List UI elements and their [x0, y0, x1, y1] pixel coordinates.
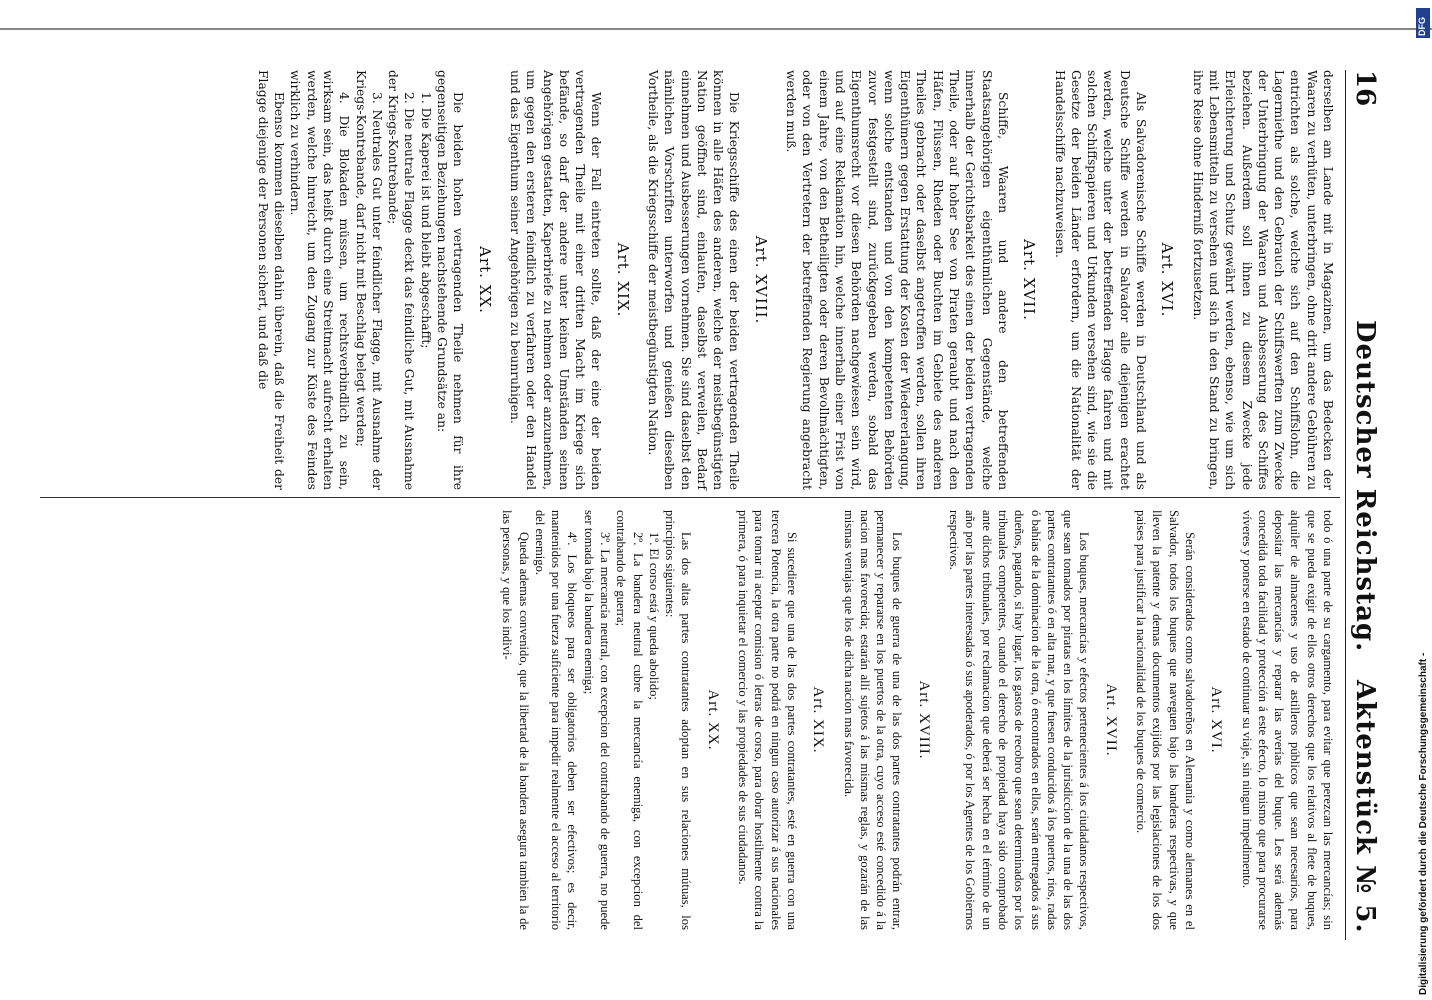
- spanish-art19-heading: Art. XIX.: [810, 686, 827, 754]
- dfg-logo: [1416, 8, 1430, 38]
- german-art19-heading: Art. XIX.: [613, 242, 632, 318]
- german-art20-end: Ebenso kommen dieselben dahin überein, daß die Freiheit der Flagge diejenige der Personen sichert, und daß die: [255, 70, 287, 490]
- spanish-art16-heading: Art. XVI.: [1208, 686, 1225, 754]
- spanish-art20-item: 1º. El corso está y queda abolido;: [646, 532, 661, 700]
- spanish-art20-item: 2º. La bandera neutral cubre la mercancía enemiga, con excepcion del contrabando de guerra;: [614, 510, 645, 930]
- spanish-art20-intro: Las dos altas partes contratantes adoptan en sus relaciones mútuas, los principios siguientes:: [663, 510, 694, 930]
- page-number: 16: [1350, 70, 1380, 107]
- column-divider: [40, 497, 1340, 498]
- spanish-art20-item: 3º. La mercancía neutral, con excepcion del contrabando de guerra, no puede ser tomada bajo la bandera enemiga;: [581, 510, 613, 930]
- german-art20-item: 3. Neutrales Gut unter feindlicher Flagge, mit Ausnahme der Kriegs-Kontrebande, darf nicht mit Beschlag belegt werden;: [353, 70, 384, 490]
- german-art20-heading: Art. XX.: [475, 246, 494, 314]
- page-header: [1345, 70, 1386, 940]
- spanish-art20-end: Queda ademas convenido, que la libertad de la bandera asegura tambien la de las personas, y que los indivi-: [500, 510, 531, 930]
- spanish-art17-text: Los buques, mercancías y efectos pertenecientes á los ciudadanos respectivos, que sean tomados por piratas en los límites de la jurisdiccion de la una de las dos partes contratantes ó en alta mar, y que fuesen conducidos á los puertos, rios, radas ó bahías de la dominacion de la otra, ó encontrados en ellos, serán entregados á sus dueños, pagando, si hay lugar, los gastos de recobro que sean determinados por los tribunales competentes, cuando el derecho de propiedad haya sido comprobado ante dichos tribunales, por reclamacion que deberá ser hecha en el término de un año por las partes interesadas ó sus apoderados, ó por los Agentes de los Gobiernos respectivos.: [947, 510, 1092, 930]
- spanish-art16-text: Serán considerados como salvadoreños en Alemania y como alemanes en el Salvador, todos los buques que naveguen bajo las banderas respectivas, y que lleven la patente y demas documentos exijidos por las legislaciones de los dos paises para justificar la nacionalidad de los buques de comercio.: [1134, 510, 1197, 930]
- german-column: [254, 70, 1336, 490]
- spanish-art20-heading: Art. XX.: [704, 689, 721, 751]
- german-art17-text: Schiffe, Waaren und andere den betreffenden Staatsangehörigen eigenthümlichen Gegenstände, welche innerhalb der Gerichtsbarkeit des einen der beiden vertragenden Theile, oder auf hoher See von Piraten geraubt und nach den Häfen, Flüssen, Rheden oder Buchten im Gebiete des anderen Theiles gebracht oder daselbst angetroffen werden, sollen ihren Eigenthümern gegen Erstattung der Kosten der Wiedererlangung, wenn solche entstanden und von den kompetenten Behörden zuvor festgestellt sind, zurückgegeben werden, sobald das Eigenthumsrecht vor diesen Behörden nachgewiesen sein wird, und auf eine Reklamation hin, welche innerhalb einer Frist von einem Jahre, von den Betheiligten oder deren Bevollmächtigten, oder von den Vertretern der betreffenden Regierung angebracht werden muß.: [784, 70, 1010, 490]
- german-art16-heading: Art. XVI.: [1158, 242, 1177, 318]
- german-art20-item: 2. Die neutrale Flagge deckt das feindliche Gut, mit Ausnahme der Kriegs-Kontrebande;: [386, 70, 417, 490]
- spanish-column: [499, 510, 1336, 930]
- spanish-art17-heading: Art. XVII.: [1102, 683, 1119, 757]
- dfg-logo-text: DFG: [1417, 17, 1427, 36]
- scan-edge: [0, 28, 1432, 30]
- page-title: Deutscher Reichstag.: [1350, 320, 1380, 653]
- german-art18-text: Die Kriegsschiffe des einen der beiden vertragenden Theile können in alle Häfen des anderen, welche der meistbegünstigten Nation geöffnet sind, einlaufen, daselbst verweilen, Bedarf einnehmen und Ausbesserungen vornehmen. Sie sind daselbst den nämlichen Vorschriften unterworfen und genießen dieselben Vortheile, als die Kriegsschiffe der meistbegünstigten Nation.: [646, 70, 742, 490]
- spanish-intro: todo ó una parte de su cargamento, para evitar que perezcan las mercancías; sin que se pueda exigir de ellos otros derechos que los relativos al flete de buques, alquiler de almacenes y uso de astilleros públicos que sean necesarios, para depositar las mercancías y reparar las averías del buque. Les será además concedida toda facilidad y protección á este efecto, lo mismo que para procurarse víveres y ponerse en estado de continuar su viaje, sin ningun impedimento.: [1239, 510, 1335, 930]
- spanish-art20-item: 4º. Los bloqueos para ser obligatorios deben ser efectivos; es decir, mantenidos por una fuerza suficiente para impedir realmente el acceso al territorio del enemigo.: [532, 510, 580, 930]
- german-intro: derselben am Lande mit in Magazinen, um das Bedecken der Waaren zu verhüten, unterbringen, ohne dritt andere Gebühren zu entrichten als solche, welche sich auf den Schiffslohn, die Lagermiethe und den Gebrauch der Schiffswerften zum Zwecke der Unterbringung der Waaren und Ausbesserung des Schiffes beziehen. Außerdem soll ihnen zu diesem Zwecke jede Erleichterung und Schutz gewährt werden, ebenso, wie um sich mit Lebensmitteln zu versehen und sich in den Stand zu bringen, ihre Reise ohne Hinderniß fortzusetzen.: [1190, 70, 1335, 490]
- spanish-art18-text: Los buques de guerra de una de las dos partes contratantes podrán entrar, permanecer y repararse en los puertos de la otra, cuyo acceso esté concedido á la nacion mas favorecida; estarán allí sujetos á las mismas reglas, y gozarán de las mismas ventajas que los de dicha nacion mas favorecida.: [841, 510, 905, 930]
- german-art16-text: Als Salvadorenische Schiffe werden in Deutschland und als Deutsche Schiffe werden in Salvador alle diejenigen erachtet werden, welche unter der betreffenden Flagge fahren und mit solchen Schiffspapieren und Urkunden versehen sind, wie sie die Gesetze der beiden Länder erfordern, um die Nationalität der Handelsschiffe nachzuweisen.: [1052, 70, 1149, 490]
- document-number: Aktenstück № 5.: [1350, 680, 1380, 934]
- spanish-art19-text: Si sucediere que una de las dos partes contratantes, esté en guerra con una tercera Potencia, la otra parte no podrá en ningun caso autorizar á sus nacionales para tomar ni aceptar comision ó letras de corso, para obrar hostilmente contra la primera, ó para inquietar el comercio y las propiedades de sus ciudadanos.: [736, 510, 799, 930]
- german-art20-intro: Die beiden hohen vertragenden Theile nehmen für ihre gegenseitigen Beziehungen nachstehende Grundsätze an:: [435, 70, 466, 490]
- spanish-art18-heading: Art. XVIII.: [915, 680, 932, 760]
- digitization-credit: Digitalisierung gefördert durch die Deutsche Forschungsgemeinschaft -: [1418, 652, 1429, 995]
- german-art20-item: 4. Die Blokaden müssen, um rechtsverbindlich zu sein, wirksam sein, das heißt durch eine Streitmacht aufrecht erhalten werden, welche hinreicht, um den Zugang zur Küste des Feindes wirklich zu verhindern.: [288, 70, 352, 490]
- german-art19-text: Wenn der Fall eintreten sollte, daß der eine der beiden vertragenden Theile mit einer dritten Macht im Kriege sich befände, so darf der andere unter keinen Umständen seinen Angehörigen gestatten, Kaperbriefe zu nehmen oder anzunehmen, um gegen den ersteren feindlich zu verfahren oder den Handel und das Eigenthum seiner Angehörigen zu beunruhigen.: [507, 70, 604, 490]
- german-art17-heading: Art. XVII.: [1020, 239, 1039, 321]
- german-art18-heading: Art. XVIII.: [751, 235, 770, 325]
- german-art20-item: 1. Die Kaperei ist und bleibt abgeschafft;: [418, 92, 433, 349]
